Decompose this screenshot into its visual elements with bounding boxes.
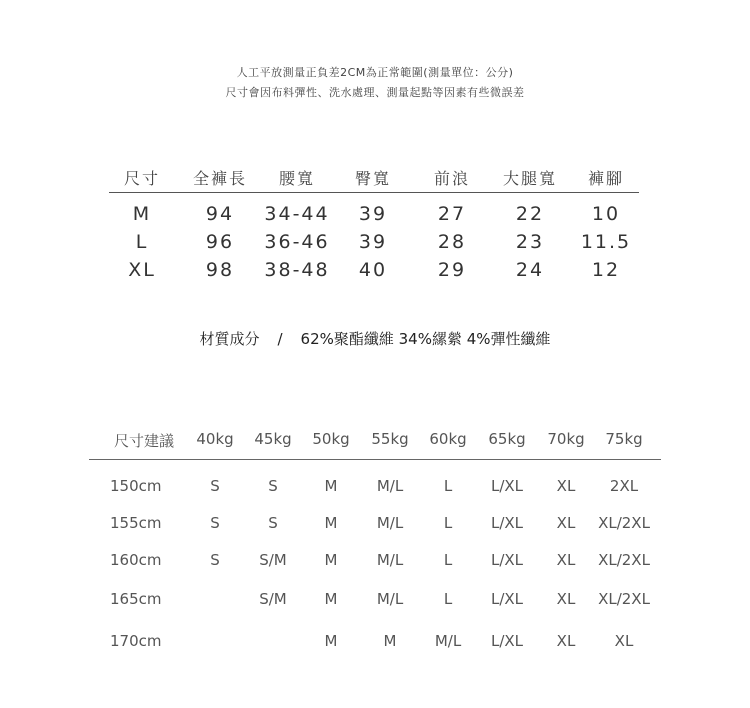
cell-size: M/L xyxy=(376,514,404,532)
cell-waist: 36-46 xyxy=(264,231,330,253)
cell-size: M xyxy=(324,514,338,532)
header-weight-55: 55kg xyxy=(371,430,409,448)
cell-size: M xyxy=(324,551,338,569)
cell-size: S xyxy=(268,514,278,532)
cell-total-length: 96 xyxy=(205,231,235,253)
recommend-table-divider xyxy=(89,459,661,460)
cell-size: M xyxy=(383,632,397,650)
header-weight-65: 65kg xyxy=(488,430,526,448)
cell-size: L xyxy=(135,231,149,253)
cell-hem: 11.5 xyxy=(580,231,632,253)
header-waist: 腰寬 xyxy=(278,169,316,188)
size-table-divider xyxy=(109,192,639,193)
cell-size: XL xyxy=(614,632,634,650)
cell-size: M/L xyxy=(376,590,404,608)
cell-waist: 38-48 xyxy=(264,259,330,281)
cell-rise: 27 xyxy=(437,203,467,225)
cell-size: L/XL xyxy=(490,514,524,532)
header-total-length: 全褲長 xyxy=(192,169,248,188)
table-row xyxy=(0,514,750,534)
cell-hip: 39 xyxy=(358,231,388,253)
cell-waist: 34-44 xyxy=(264,203,330,225)
cell-rise: 29 xyxy=(437,259,467,281)
cell-height: 160cm xyxy=(110,551,162,569)
material-composition xyxy=(0,328,750,349)
cell-thigh: 24 xyxy=(515,259,545,281)
cell-size: L/XL xyxy=(490,551,524,569)
cell-size: L/XL xyxy=(490,632,524,650)
cell-size: XL/2XL xyxy=(598,514,650,532)
cell-size: L xyxy=(443,551,453,569)
table-row xyxy=(0,477,750,497)
cell-size: XL/2XL xyxy=(598,590,650,608)
header-weight-60: 60kg xyxy=(429,430,467,448)
cell-size: XL xyxy=(556,632,576,650)
cell-size: M xyxy=(324,477,338,495)
cell-size: M/L xyxy=(434,632,462,650)
cell-size: L/XL xyxy=(490,590,524,608)
cell-size: S/M xyxy=(259,590,287,608)
cell-thigh: 23 xyxy=(515,231,545,253)
material-value: 62%聚酯纖維 34%縲縈 4%彈性纖維 xyxy=(300,330,551,348)
cell-size: 2XL xyxy=(609,477,639,495)
cell-rise: 28 xyxy=(437,231,467,253)
header-weight-75: 75kg xyxy=(605,430,643,448)
cell-height: 150cm xyxy=(110,477,162,495)
cell-size: XL xyxy=(556,477,576,495)
measurement-note-2: 尺寸會因布料彈性、洗水處理、測量起點等因素有些微誤差 xyxy=(225,86,525,99)
cell-size: L/XL xyxy=(490,477,524,495)
header-rise: 前浪 xyxy=(433,169,471,188)
header-weight-50: 50kg xyxy=(312,430,350,448)
cell-height: 155cm xyxy=(110,514,162,532)
header-thigh: 大腿寬 xyxy=(502,169,558,188)
cell-hip: 39 xyxy=(358,203,388,225)
cell-size: XL/2XL xyxy=(598,551,650,569)
cell-height: 170cm xyxy=(110,632,162,650)
cell-size: XL xyxy=(556,590,576,608)
cell-size: XL xyxy=(556,551,576,569)
cell-hem: 10 xyxy=(591,203,621,225)
cell-size: M xyxy=(324,632,338,650)
cell-size: M/L xyxy=(376,477,404,495)
table-row xyxy=(0,259,750,283)
cell-total-length: 98 xyxy=(205,259,235,281)
cell-size: XL xyxy=(128,259,156,281)
table-row xyxy=(0,231,750,255)
cell-size: S xyxy=(268,477,278,495)
header-weight-70: 70kg xyxy=(547,430,585,448)
cell-hem: 12 xyxy=(591,259,621,281)
material-separator: / xyxy=(277,330,283,348)
header-size-advice: 尺寸建議 xyxy=(113,432,175,450)
cell-total-length: 94 xyxy=(205,203,235,225)
cell-size: S xyxy=(210,514,220,532)
cell-height: 165cm xyxy=(110,590,162,608)
cell-size: L xyxy=(443,590,453,608)
cell-size: S xyxy=(210,551,220,569)
table-row xyxy=(0,632,750,652)
recommend-table-header xyxy=(0,430,750,452)
cell-size: L xyxy=(443,477,453,495)
header-size: 尺寸 xyxy=(123,169,161,188)
table-row xyxy=(0,590,750,610)
cell-size: M xyxy=(132,203,152,225)
cell-size: XL xyxy=(556,514,576,532)
header-weight-40: 40kg xyxy=(196,430,234,448)
header-hip: 臀寬 xyxy=(354,169,392,188)
table-row xyxy=(0,551,750,571)
size-table-header xyxy=(0,166,750,188)
table-row xyxy=(0,203,750,227)
cell-size: M xyxy=(324,590,338,608)
cell-size: S xyxy=(210,477,220,495)
header-weight-45: 45kg xyxy=(254,430,292,448)
material-label: 材質成分 xyxy=(199,330,260,348)
measurement-note-1: 人工平放測量正負差2CM為正常範圍(測量單位：公分) xyxy=(236,66,514,79)
cell-size: M/L xyxy=(376,551,404,569)
cell-hip: 40 xyxy=(358,259,388,281)
cell-size: S/M xyxy=(259,551,287,569)
cell-size: L xyxy=(443,514,453,532)
cell-thigh: 22 xyxy=(515,203,545,225)
header-hem: 褲腳 xyxy=(587,169,625,188)
